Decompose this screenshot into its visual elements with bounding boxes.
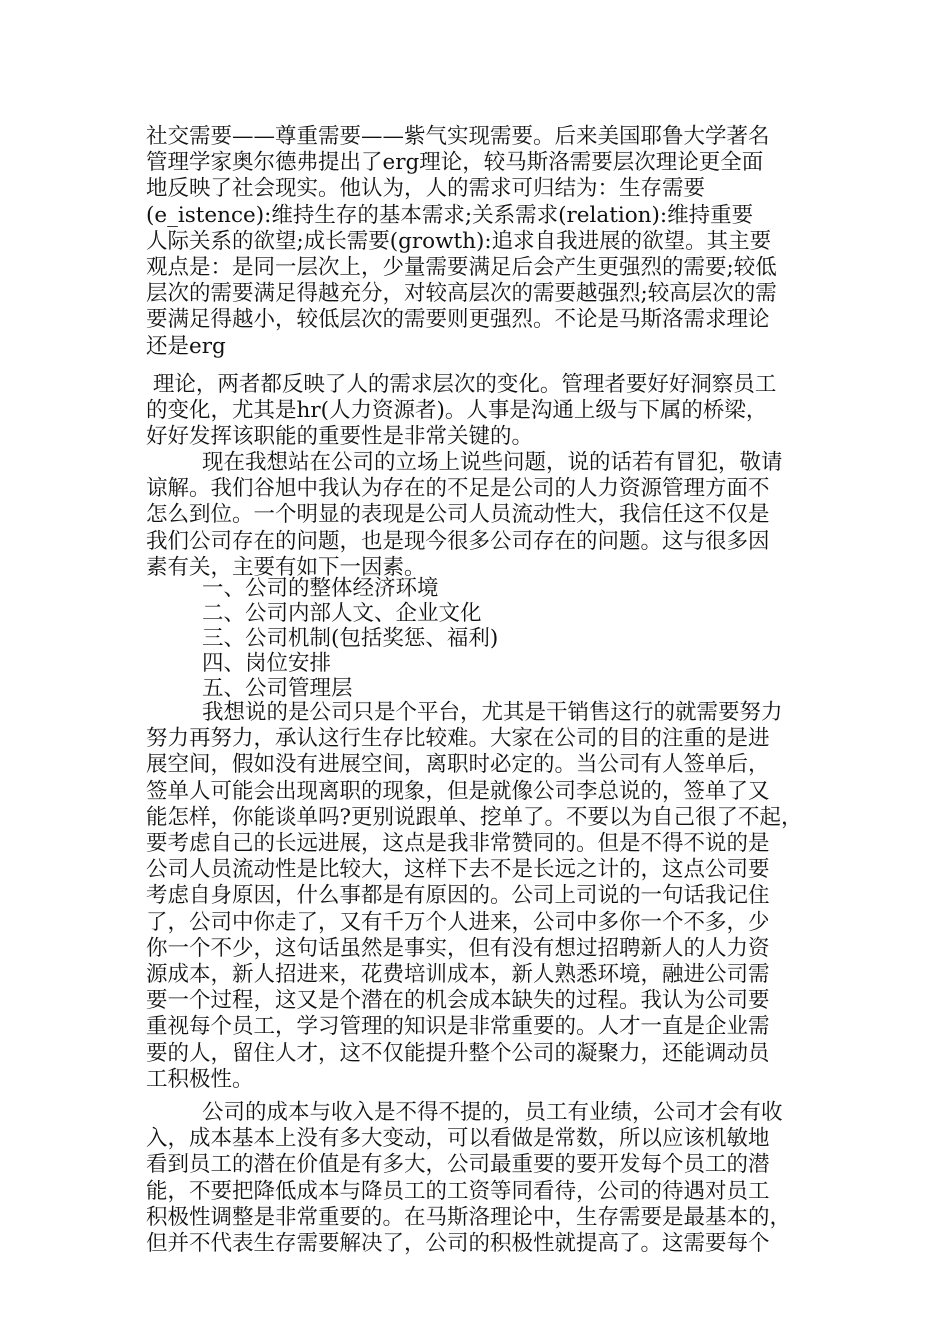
list-item: 三、公司机制(包括奖惩、福利) — [202, 626, 499, 651]
list-item: 五、公司管理层 — [202, 676, 353, 701]
text-line: 你一个不少，这句话虽然是事实，但有没有想过招聘新人的人力资 — [146, 935, 770, 961]
text-line: 社交需要——尊重需要——紫气实现需要。后来美国耶鲁大学著名 — [146, 124, 770, 149]
text-line: 要满足得越小，较低层次的需要则更强烈。不论是马斯洛需求理论 — [146, 307, 770, 333]
text-line: 我们公司存在的问题，也是现今很多公司存在的问题。这与很多因 — [146, 528, 770, 554]
text-line: 理论，两者都反映了人的需求层次的变化。管理者要好好洞察员工 — [146, 372, 777, 397]
text-line: (e_istence):维持生存的基本需求;关系需求(relation):维持重要 — [146, 202, 754, 228]
text-line: 观点是：是同一层次上，少量需要满足后会产生更强烈的需要;较低 — [146, 255, 777, 281]
text-line: 了，公司中你走了，又有千万个人进来，公司中多你一个不多，少 — [146, 909, 770, 935]
list-item: 二、公司内部人文、企业文化 — [202, 601, 482, 626]
text-line: 源成本，新人招进来，花费培训成本，新人熟悉环境，融进公司需 — [146, 962, 770, 988]
text-line: 工积极性。 — [146, 1066, 254, 1092]
text-line: 重视每个员工，学习管理的知识是非常重要的。人才一直是企业需 — [146, 1014, 770, 1040]
text-line: 能怎样，你能谈单吗?更别说跟单、挖单了。不要以为自己很了不起， — [146, 804, 803, 830]
text-line: 能，不要把降低成本与降员工的工资等同看待，公司的待遇对员工 — [146, 1178, 770, 1204]
text-line: 公司的成本与收入是不得不提的，员工有业绩，公司才会有收 — [202, 1100, 783, 1125]
text-line: 素有关，主要有如下一因素。 — [146, 554, 426, 580]
text-line: 展空间，假如没有进展空间，离职时必定的。当公司有人签单后， — [146, 752, 770, 778]
text-line: 签单人可能会出现离职的现象，但是就像公司李总说的，签单了又 — [146, 778, 770, 804]
paragraph-cost-income — [146, 1100, 816, 1257]
paragraph-needs-hierarchy — [146, 372, 816, 451]
text-line: 层次的需要满足得越充分，对较高层次的需要越强烈;较高层次的需 — [146, 281, 777, 307]
paragraph-erg-theory — [146, 124, 816, 360]
text-line: 看到员工的潜在价值是有多大，公司最重要的要开发每个员工的潜 — [146, 1152, 770, 1178]
list-item: 四、岗位安排 — [202, 651, 332, 676]
text-line: 人际关系的欲望;成长需要(growth):追求自我进展的欲望。其主要 — [146, 228, 772, 254]
text-line: 管理学家奥尔德弗提出了erg理论，较马斯洛需要层次理论更全面 — [146, 150, 764, 176]
text-line: 还是erg — [146, 333, 226, 359]
text-line: 入，成本基本上没有多大变动，可以看做是常数，所以应该机敏地 — [146, 1126, 770, 1152]
text-line: 要考虑自己的长远进展，这点是我非常赞同的。但是不得不说的是 — [146, 831, 770, 857]
text-line: 现在我想站在公司的立场上说些问题，说的话若有冒犯，敬请 — [202, 450, 783, 475]
text-line: 要的人，留住人才，这不仅能提升整个公司的凝聚力，还能调动员 — [146, 1040, 770, 1066]
text-line: 考虑自身原因，什么事都是有原因的。公司上司说的一句话我记住 — [146, 883, 770, 909]
text-line: 好好发挥该职能的重要性是非常关键的。 — [146, 424, 534, 450]
text-line: 谅解。我们谷旭中我认为存在的不足是公司的人力资源管理方面不 — [146, 476, 770, 502]
text-line: 努力再努力，承认这行生存比较难。大家在公司的目的注重的是进 — [146, 726, 770, 752]
text-line: 要一个过程，这又是个潜在的机会成本缺失的过程。我认为公司要 — [146, 988, 770, 1014]
list-item: 一、公司的整体经济环境 — [202, 576, 439, 601]
text-line: 公司人员流动性是比较大，这样下去不是长远之计的，这点公司要 — [146, 857, 770, 883]
paragraph-platform — [146, 700, 816, 1093]
text-line: 但并不代表生存需要解决了，公司的积极性就提高了。这需要每个 — [146, 1231, 770, 1257]
text-line: 积极性调整是非常重要的。在马斯洛理论中，生存需要是最基本的， — [146, 1204, 792, 1230]
text-line: 地反映了社会现实。他认为，人的需求可归结为：生存需要 — [146, 176, 706, 202]
text-line: 的变化，尤其是hr(人力资源者)。人事是沟通上级与下属的桥梁， — [146, 398, 768, 424]
text-line: 我想说的是公司只是个平台，尤其是干销售这行的就需要努力 — [202, 700, 783, 725]
text-line: 怎么到位。一个明显的表现是公司人员流动性大，我信任这不仅是 — [146, 502, 770, 528]
paragraph-company-standpoint — [146, 450, 816, 581]
